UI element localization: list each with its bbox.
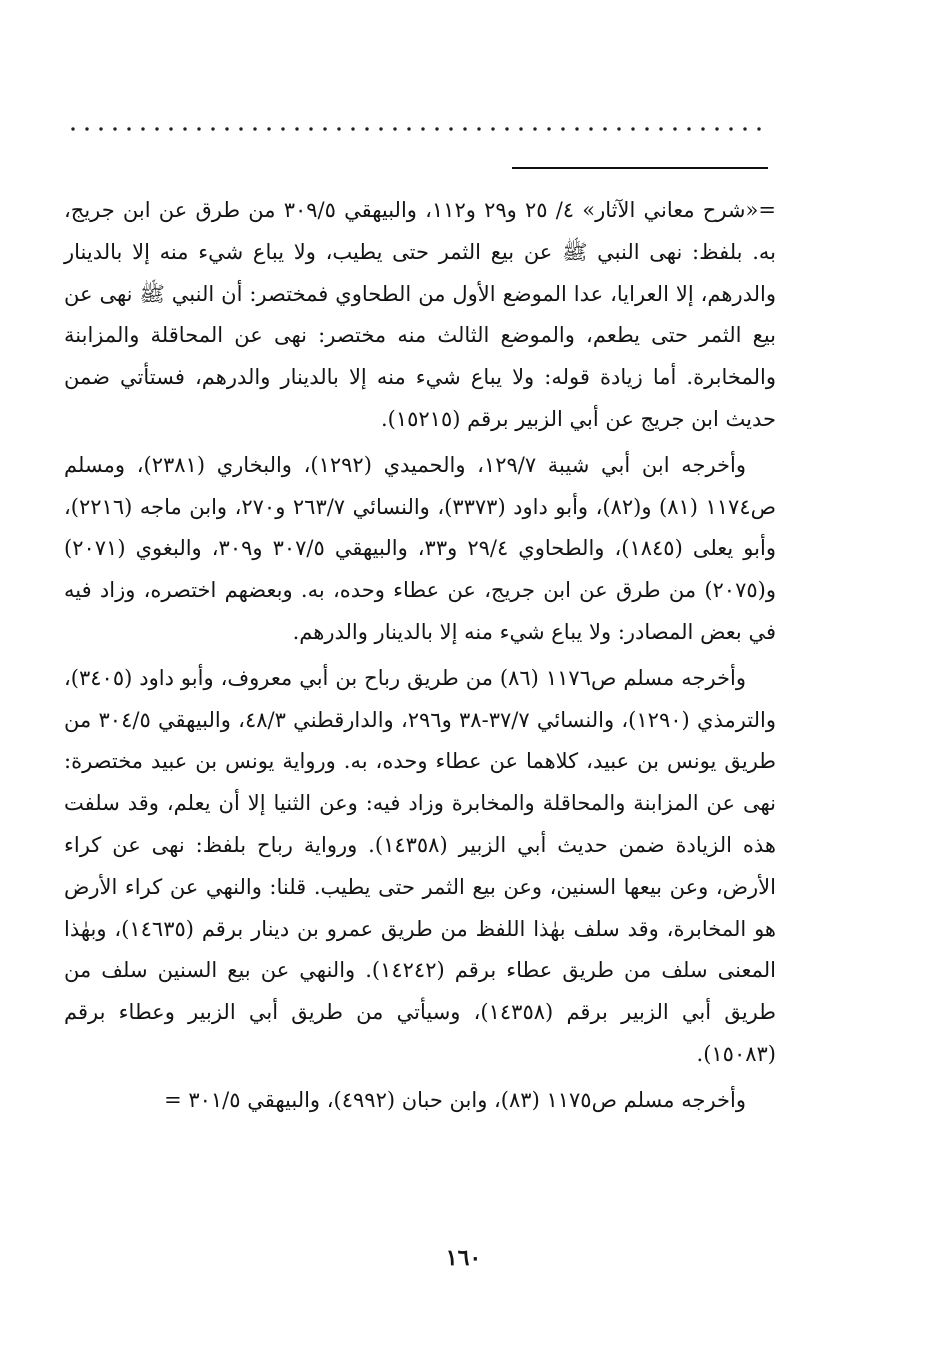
footnote-paragraph-4: وأخرجه مسلم ص١١٧٥ (٨٣)، وابن حبان (٤٩٩٢)، والبيهقي ٣٠١/٥ = [164, 1087, 746, 1112]
dotted-separator [66, 126, 766, 132]
footnote-paragraph-3: وأخرجه مسلم ص١١٧٦ (٨٦) من طريق رباح بن أبي معروف، وأبو داود (٣٤٠٥)، والترمذي (١٢٩٠)، والنسائي ٣٧/٧-٣٨ و٢٩٦، والدارقطني ٤٨/٣، والبيهقي ٣٠٤/٥ من طريق يونس بن عبيد، كلاهما عن عطاء وحده، به. ورواية يونس بن عبيد مختصرة: نهى عن المزابنة والمحاقلة والمخابرة وزاد فيه: وعن الثنيا إلا أن يعلم، وقد سلفت هذه الزيادة ضمن حديث أبي الزبير (١٤٣٥٨). ورواية رباح بلفظ: نهى عن كراء الأرض، وعن بيعها السنين، وعن بيع الثمر حتى يطيب. قلنا: والنهي عن كراء الأرض هو المخابرة، وقد سلف بهٰذا اللفظ من طريق عمرو بن دينار برقم (١٤٦٣٥)، وبهٰذا المعنى سلف من طريق عطاء برقم (١٤٢٤٢). والنهي عن بيع السنين سلف من طريق أبي الزبير برقم (١٤٣٥٨)، وسيأتي من طريق أبي الزبير وعطاء برقم (١٥٠٨٣). [64, 665, 777, 1066]
footnote-rule [512, 167, 768, 169]
footnote-text [64, 190, 776, 1122]
page-number: ١٦٠ [445, 1245, 482, 1271]
footnote-paragraph-2: وأخرجه ابن أبي شيبة ١٢٩/٧، والحميدي (١٢٩٢)، والبخاري (٢٣٨١)، ومسلم ص١١٧٤ (٨١) و(٨٢)، وأبو داود (٣٣٧٣)، والنسائي ٢٦٣/٧ و٢٧٠، وابن ماجه (٢٢١٦)، وأبو يعلى (١٨٤٥)، والطحاوي ٢٩/٤ و٣٣، والبيهقي ٣٠٧/٥ و٣٠٩، والبغوي (٢٠٧١) و(٢٠٧٥) من طرق عن ابن جريج، عن عطاء وحده، به. وبعضهم اختصره، وزاد فيه في بعض المصادر: ولا يباع شيء منه إلا بالدينار والدرهم. [64, 452, 776, 644]
footnote-paragraph-1: =«شرح معاني الآثار» ٤/ ٢٥ و٢٩ و١١٢، والبيهقي ٣٠٩/٥ من طرق عن ابن جريج، به. بلفظ: نهى النبي ﷺ عن بيع الثمر حتى يطيب، ولا يباع شيء منه إلا بالدينار والدرهم، إلا العرايا، عدا الموضع الأول من الطحاوي فمختصر: أن النبي ﷺ نهى عن بيع الثمر حتى يطعم، والموضع الثالث منه مختصر: نهى عن المحاقلة والمزابنة والمخابرة. أما زيادة قوله: ولا يباع شيء منه إلا بالدينار والدرهم، فستأتي ضمن حديث ابن جريج عن أبي الزبير برقم (١٥٢١٥). [64, 198, 776, 431]
